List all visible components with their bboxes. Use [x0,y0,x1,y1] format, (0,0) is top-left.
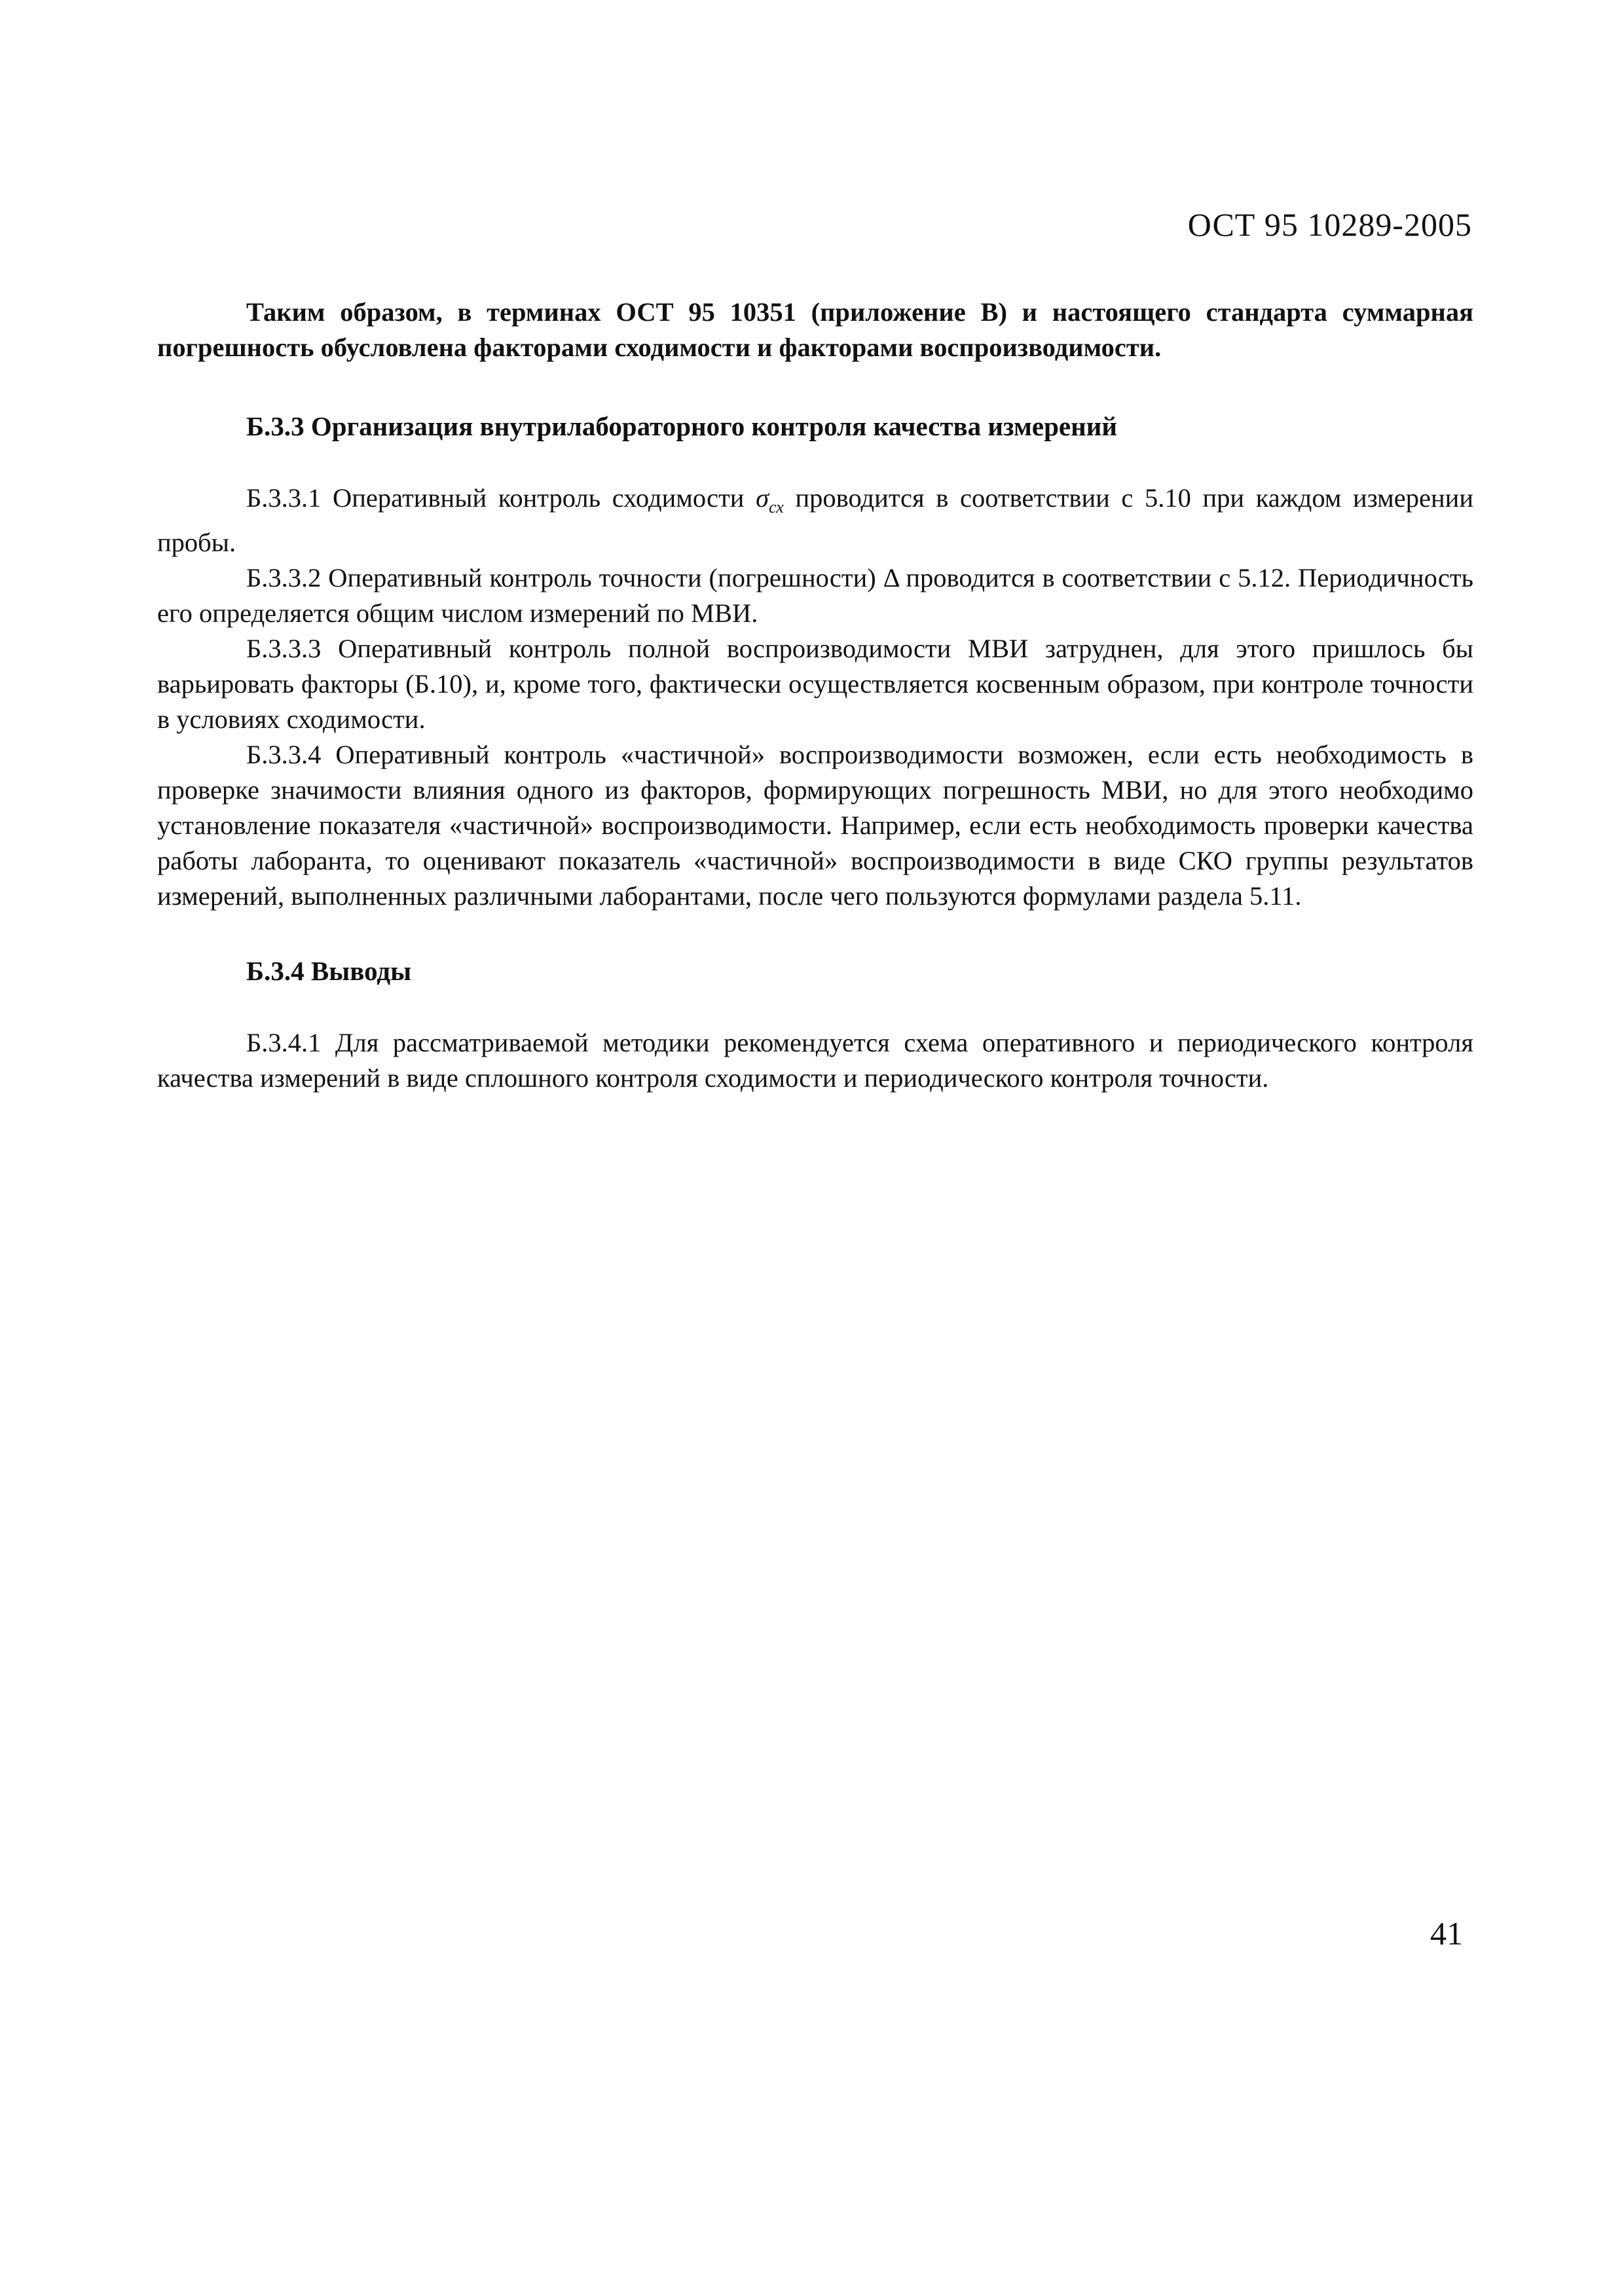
paragraph-b3-3-1 [157,481,1473,560]
intro-paragraph: Таким образом, в терминах ОСТ 95 10351 (приложение В) и настоящего стандарта суммарная погрешность обусловлена факторами сходимости и факторами воспроизводимости. [157,297,1473,362]
sigma-symbol [756,483,784,517]
paragraph-b3-3-3: Б.3.3.3 Оперативный контроль полной воспроизводимости МВИ затруднен, для этого пришлось бы варьировать факторы (Б.10), и, кроме того, фактически осуществляется косвенным образом, при контроле точности в условиях сходимости. [157,634,1473,735]
paragraph-b3-4-1: Б.3.4.1 Для рассматриваемой методики рекомендуется схема оперативного и периодического контроля качества измерений в виде сплошного контроля сходимости и периодического контроля точности. [157,1028,1473,1093]
paragraph-b3-3-1-end: проводится в соответствии с 5.10 при каждом измерении пробы. [157,483,1473,558]
section-heading-b34: Б.3.4 Выводы [246,956,412,987]
paragraph-b3-3-4: Б.3.3.4 Оперативный контроль «частичной» воспроизводимости возможен, если есть необходимость в проверке значимости влияния одного из факторов, формирующих погрешность МВИ, но для этого необходимо установление показателя «частичной» воспроизводимости. Например, если есть необходимость проверки качества работы лаборанта, то оценивают показатель «частичной» воспроизводимости в виде СКО группы результатов измерений, выполненных различными лаборантами, после чего пользуются формулами раздела 5.11. [157,740,1473,911]
document-code-header: ОСТ 95 10289-2005 [1187,206,1472,243]
sigma-letter: σ [756,483,769,513]
document-body [157,295,1473,1096]
sigma-subscript: сх [769,498,784,517]
section-heading-b33: Б.3.3 Организация внутрилабораторного контроля качества измерений [246,411,1117,441]
paragraph-b3-3-2: Б.3.3.2 Оперативный контроль точности (погрешности) Δ проводится в соответствии с 5.12. Периодичность его определяется общим числом измерений по МВИ. [157,563,1473,629]
page-number: 41 [1430,1915,1463,1952]
paragraph-b3-3-1-start: Б.3.3.1 Оперативный контроль сходимости [246,483,756,513]
